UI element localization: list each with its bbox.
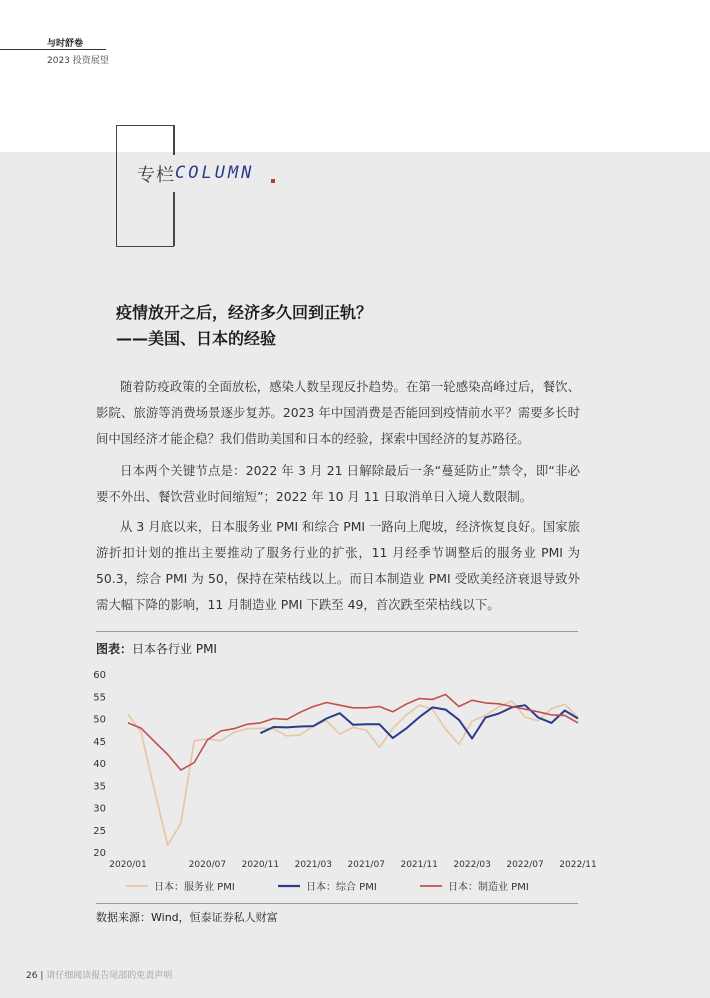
- y-tick-label: 60: [93, 670, 106, 681]
- paragraph-2: 日本两个关键节点是：2022 年 3 月 21 日解除最后一条“蔓延防止”禁令，即“非必要不外出、餐饮营业时间缩短”；2022 年 10 月 11 日取消单日入境人数限制。: [96, 463, 580, 504]
- chart-title: [96, 640, 217, 657]
- x-tick-label: 2020/07: [188, 860, 227, 870]
- y-tick-label: 50: [93, 714, 106, 726]
- y-tick-label: 35: [93, 781, 106, 793]
- x-tick-label: 2021/11: [400, 860, 438, 870]
- y-tick-label: 40: [93, 759, 106, 770]
- chart-top-rule: [96, 631, 578, 632]
- page-footer: [26, 968, 172, 981]
- y-tick-label: 55: [93, 692, 106, 704]
- legend-label: 日本：制造业 PMI: [448, 882, 529, 893]
- legend-label: 日本：服务业 PMI: [154, 882, 235, 893]
- legend-label: 日本：综合 PMI: [306, 882, 377, 893]
- y-tick-label: 25: [93, 825, 106, 837]
- column-frame-edge: [173, 192, 175, 246]
- paragraph-3: 从 3 月底以来，日本服务业 PMI 和综合 PMI 一路向上爬坡，经济恢复良好。国家旅游折扣计划的推出主要推动了服务行业的扩张，11 月经季节调整后的服务业 PMI 为 50.3，综合 PMI 为 50，保持在荣枯线以上。而日本制造业 PMI 受欧美经济衰退导致外需大幅下降的影响，11 月制造业 PMI 下跌至 49，首次跌至荣枯线以下。: [96, 519, 580, 612]
- paragraph-1: 随着防疫政策的全面放松，感染人数呈现反扑趋势。在第一轮感染高峰过后，餐饮、影院、旅游等消费场景逐步复苏。2023 年中国消费是否能回到疫情前水平？需要多长时间中国经济才能企稳？我们借助美国和日本的经验，探索中国经济的复苏路径。: [96, 379, 580, 446]
- series-line-3: [128, 695, 578, 771]
- header-rule: [0, 49, 106, 50]
- y-tick-label: 30: [93, 803, 106, 815]
- x-tick-label: 2022/03: [453, 860, 491, 870]
- chart-title-name: 日本各行业 PMI: [132, 642, 217, 656]
- header-brand: 与时舒卷: [47, 39, 84, 49]
- chart-title-label: 图表：: [96, 642, 133, 656]
- y-tick-label: 45: [93, 736, 106, 748]
- x-tick-label: 2022/11: [559, 860, 597, 870]
- series-line-1: [128, 701, 578, 846]
- x-tick-label: 2020/11: [241, 860, 280, 870]
- data-source: 数据来源：Wind，恒泰证券私人财富: [96, 911, 278, 924]
- x-tick-label: 2020/01: [109, 860, 147, 870]
- x-tick-label: 2021/03: [294, 860, 332, 870]
- pmi-line-chart: [90, 664, 597, 900]
- article-title: 疫情放开之后，经济多久回到正轨？: [116, 303, 373, 322]
- column-frame-edge: [173, 125, 175, 155]
- header-subtitle: 2023 投资展望: [47, 56, 109, 66]
- y-tick-label: 20: [93, 848, 106, 859]
- chart-bottom-rule: [96, 903, 578, 904]
- page-number: 26: [26, 971, 38, 981]
- column-label-en: COLUMN: [175, 163, 255, 183]
- x-tick-label: 2022/07: [506, 860, 544, 870]
- disclaimer-note: 请仔细阅读报告尾部的免责声明: [46, 971, 173, 981]
- footer-divider: |: [40, 971, 44, 981]
- article-subtitle: ——美国、日本的经验: [116, 329, 277, 348]
- column-accent-dot: [271, 179, 275, 183]
- x-tick-label: 2021/07: [347, 860, 385, 870]
- column-label-cn: 专栏: [137, 165, 175, 186]
